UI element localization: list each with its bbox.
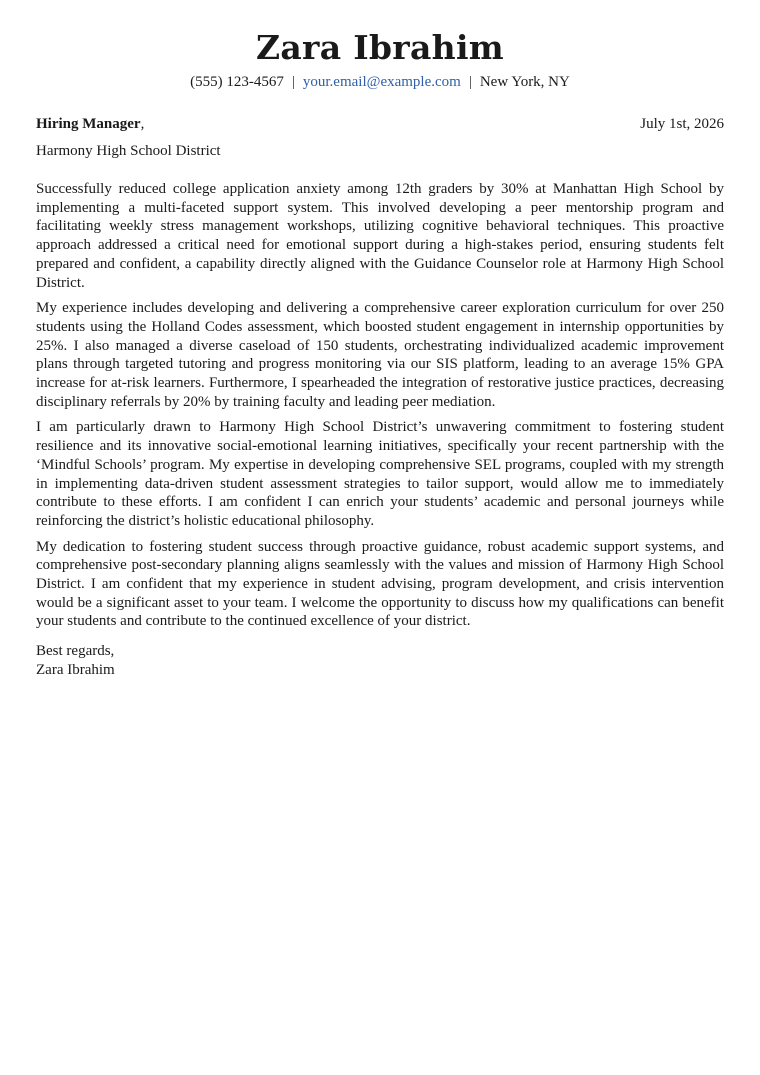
body-paragraph: Successfully reduced college application anxiety among 12th graders by 30% at Manhattan High School by implementing a multi-faceted support system. This involved developing a peer mentorship program and facilitating weekly stress management workshops, utilizing cognitive behavioral techniques. This proactive approach addressed a critical need for emotional support during a high-stakes period, ensuring students felt prepared and confident, a capability directly aligned with the Guidance Counselor role at Harmony High School District. bbox=[36, 181, 724, 291]
recipient-date-row bbox=[36, 114, 724, 134]
closing-block bbox=[36, 642, 724, 680]
letter-body bbox=[36, 180, 724, 631]
email-link[interactable]: your.email@example.com bbox=[302, 74, 461, 90]
applicant-name: Zara Ibrahim bbox=[255, 28, 505, 67]
contact-line bbox=[36, 72, 724, 92]
contact-separator: | bbox=[291, 74, 295, 90]
closing-salutation: Best regards, bbox=[36, 643, 115, 660]
contact-separator: | bbox=[468, 74, 472, 90]
recipient-name: Hiring Manager bbox=[36, 116, 141, 132]
signature: Zara Ibrahim bbox=[36, 662, 115, 679]
letter-date: July 1st, 2026 bbox=[640, 116, 724, 132]
body-paragraph: My dedication to fostering student success through proactive guidance, robust academic support systems, and comprehensive post-secondary planning aligns seamlessly with the values and mission of Harmony High School District. I am confident that my experience in student advising, program development, and crisis intervention would be a significant asset to your team. I welcome the opportunity to discuss how my qualifications can benefit your students and contribute to the continued excellence of your district. bbox=[36, 538, 724, 630]
recipient-line bbox=[36, 114, 144, 134]
recipient-company: Harmony High School District bbox=[36, 143, 221, 159]
phone-number: (555) 123-4567 bbox=[190, 74, 284, 90]
body-paragraph: I am particularly drawn to Harmony High School District’s unwavering commitment to fostering student resilience and its innovative social-emotional learning initiatives, specifically your recent partnership with the ‘Mindful Schools’ program. My expertise in developing comprehensive SEL programs, coupled with my strength in implementing data-driven student assessment strategies to tailor support, would allow me to immediately contribute to these efforts. I am confident I can enrich your students’ academic and personal journeys while reinforcing the district’s holistic educational philosophy. bbox=[36, 419, 724, 529]
body-paragraph: My experience includes developing and delivering a comprehensive career exploration curriculum for over 250 students using the Holland Codes assessment, which boosted student engagement in internship opportunities by 25%. I also managed a diverse caseload of 150 students, orchestrating individualized academic improvement plans through targeted tutoring and progress monitoring via our SIS platform, leading to an average 15% GPA increase for at-risk learners. Furthermore, I spearheaded the integration of restorative justice practices, decreasing disciplinary referrals by 20% by training faculty and leading peer mediation. bbox=[36, 300, 724, 410]
cover-letter-page bbox=[36, 28, 724, 680]
location: New York, NY bbox=[479, 74, 570, 90]
recipient-name-suffix: , bbox=[140, 116, 145, 132]
